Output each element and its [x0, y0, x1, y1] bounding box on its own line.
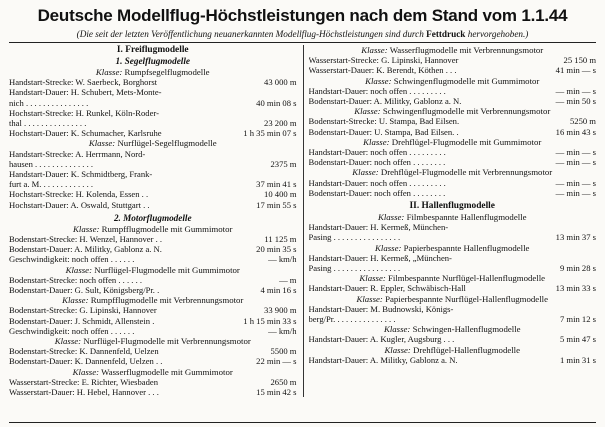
record-row: [9, 356, 297, 366]
record-label: Handstart-Dauer: H. Kermeß, München-: [308, 222, 449, 233]
record-label: berg/Pr. . . . . . . . . . . . . . .: [308, 314, 396, 325]
record-label: Bodenstart-Dauer: J. Schmidt, Allenstein .: [9, 315, 155, 326]
section-title: II. Hallenflugmodelle: [409, 201, 495, 212]
record-value: 25 150 m: [563, 55, 596, 66]
record-row: [9, 87, 297, 97]
record-row: [9, 377, 297, 387]
class-name: Filmbespannte Hallenflugmodelle: [406, 212, 527, 223]
record-value: — min — s: [555, 187, 596, 198]
class-name: Schwingenflugmodelle mit Gummimotor: [393, 75, 540, 86]
records-columns: [9, 45, 596, 397]
class-name: Rumpfsegelflugmodelle: [124, 67, 210, 77]
record-list: [309, 283, 597, 293]
record-row: [9, 254, 297, 264]
class-heading: [9, 336, 297, 346]
record-row: [9, 326, 297, 336]
class-label: Klasse:: [88, 138, 116, 149]
class-label: Klasse:: [354, 106, 381, 117]
class-heading: [9, 367, 297, 377]
record-row: [9, 346, 297, 356]
class-label: Klasse:: [377, 212, 405, 223]
record-label: Handstart-Dauer: noch offen . . . . . . . . .: [308, 147, 446, 158]
class-name: Filmbespannte Nurflügel-Hallenflugmodelle: [388, 273, 546, 284]
record-label: Geschwindigkeit: noch offen . . . . . .: [9, 325, 135, 336]
record-row: [309, 314, 597, 324]
class-heading: [9, 138, 297, 148]
record-row: [9, 305, 297, 315]
record-label: Handstart-Dauer: noch offen . . . . . . . . .: [308, 177, 446, 188]
record-label: Wasserstart-Strecke: G. Lipinski, Hannover: [308, 55, 459, 66]
record-label: Bodenstart-Dauer: noch offen . . . . . . . .: [308, 187, 446, 198]
record-row: [309, 96, 597, 106]
record-row: [309, 334, 597, 344]
footer-rule: [9, 422, 596, 423]
class-heading: [309, 345, 597, 355]
class-label: Klasse:: [73, 223, 100, 234]
record-label: Bodenstart-Strecke: G. Lipinski, Hannover: [9, 305, 157, 316]
record-row: [9, 159, 297, 169]
record-row: [9, 275, 297, 285]
group-title: 2. Motorflugmodelle: [113, 212, 192, 223]
class-heading: [309, 273, 597, 283]
class-label: Klasse:: [361, 45, 388, 55]
record-label: Hochstart-Dauer: A. Oswald, Stuttgart . .: [9, 199, 150, 210]
class-heading: [9, 265, 297, 275]
class-heading: [309, 45, 597, 55]
class-heading: [309, 212, 597, 222]
record-value: 4 min 16 s: [260, 285, 297, 296]
subtitle-bold-word: Fettdruck: [426, 29, 466, 39]
record-row: [309, 188, 597, 198]
record-label: Handstart-Dauer: H. Schubert, Mets-Monte-: [9, 87, 162, 98]
record-value: 2650 m: [270, 376, 297, 387]
record-value: — min 50 s: [555, 96, 596, 107]
record-value: 9 min 28 s: [559, 263, 596, 274]
class-heading: [309, 243, 597, 253]
record-label: Handstart-Strecke: A. Herrmann, Nord-: [9, 148, 146, 159]
record-label: Handstart-Dauer: M. Budnowski, Königs-: [308, 303, 454, 314]
record-row: [309, 283, 597, 293]
record-value: 43 000 m: [264, 77, 297, 88]
record-label: Handstart-Dauer: R. Eppler, Schwäbisch-Hall: [308, 283, 466, 294]
record-row: [309, 355, 597, 365]
group-title: 1. Segelflugmodelle: [115, 56, 190, 66]
subtitle-text-end: hervorgehoben.): [465, 29, 529, 39]
record-row: [9, 285, 297, 295]
record-list: [309, 253, 597, 273]
record-value: — km/h: [268, 254, 297, 265]
class-label: Klasse:: [359, 273, 386, 284]
record-value: 23 200 m: [264, 118, 297, 129]
class-label: Klasse:: [375, 242, 402, 253]
section-title: I. Freiflugmodelle: [116, 45, 189, 55]
record-list: [9, 377, 297, 397]
record-list: [9, 234, 297, 265]
record-value: 7 min 12 s: [559, 314, 596, 325]
class-heading: [9, 224, 297, 234]
record-value: 11 125 m: [264, 234, 297, 245]
record-list: [309, 222, 597, 242]
record-label: hausen . . . . . . . . . . . . . .: [9, 158, 94, 169]
record-label: Handstart-Dauer: noch offen . . . . . . . . .: [308, 85, 446, 96]
record-row: [9, 179, 297, 189]
class-name: Nurflügel-Segelflugmodelle: [117, 138, 217, 149]
record-row: [9, 118, 297, 128]
class-heading: [309, 76, 597, 86]
record-row: [309, 304, 597, 314]
record-label: Hochstart-Strecke: H. Runkel, Köln-Roder-: [9, 107, 159, 118]
record-label: Bodenstart-Dauer: A. Militky, Gablonz a. N.: [9, 244, 162, 255]
left-column: [9, 45, 303, 397]
record-row: [9, 98, 297, 108]
record-value: — km/h: [268, 325, 297, 336]
record-value: 22 min — s: [256, 356, 297, 367]
record-row: [309, 127, 597, 137]
record-value: 5500 m: [270, 346, 297, 357]
class-label: Klasse:: [352, 167, 379, 178]
class-name: Papierbespannte Hallenflugmodelle: [403, 242, 530, 253]
record-row: [309, 232, 597, 242]
record-value: 13 min 37 s: [555, 232, 596, 243]
record-value: 10 400 m: [264, 189, 297, 200]
record-value: 5 min 47 s: [559, 334, 596, 345]
record-row: [9, 387, 297, 397]
page-title: Deutsche Modellflug-Höchstleistungen nach dem Stand vom 1.1.44: [37, 6, 568, 25]
record-label: thal . . . . . . . . . . . . . . .: [9, 118, 87, 129]
record-value: — m: [279, 274, 297, 285]
class-label: Klasse:: [54, 336, 82, 347]
record-list: [309, 334, 597, 344]
record-row: [309, 178, 597, 188]
class-label: Klasse:: [72, 366, 100, 377]
class-name: Schwingen-Hallenflugmodelle: [412, 324, 521, 335]
record-row: [309, 65, 597, 75]
class-name: Nurflügel-Flugmodelle mit Verbrennungsmotor: [83, 336, 251, 347]
record-value: 5250 m: [569, 116, 596, 127]
column-divider: [303, 45, 304, 397]
record-list: [309, 178, 597, 198]
record-value: 40 min 08 s: [256, 97, 297, 108]
record-value: 16 min 43 s: [555, 126, 596, 137]
record-label: Bodenstart-Dauer: K. Dannenfeld, Uelzen . .: [9, 356, 163, 367]
record-list: [309, 86, 597, 106]
record-label: Pasing . . . . . . . . . . . . . . . .: [308, 232, 401, 243]
record-value: — min — s: [555, 157, 596, 168]
class-heading: [9, 67, 297, 77]
record-value: 33 900 m: [264, 305, 297, 316]
record-label: Geschwindigkeit: noch offen . . . . . .: [9, 254, 135, 265]
class-name: Nurflügel-Flugmodelle mit Gummimotor: [94, 264, 240, 275]
record-label: Wasserstart-Dauer: K. Berendt, Köthen . . .: [308, 65, 457, 76]
record-row: [9, 189, 297, 199]
record-label: nich . . . . . . . . . . . . . . .: [9, 97, 89, 108]
class-heading: [309, 106, 597, 116]
record-value: 1 min 31 s: [559, 354, 596, 365]
record-list: [309, 55, 597, 75]
record-label: Handstart-Dauer: K. Schmidtberg, Frank-: [9, 169, 153, 180]
record-label: Pasing . . . . . . . . . . . . . . . .: [308, 263, 401, 274]
record-list: [9, 346, 297, 366]
record-row: [9, 149, 297, 159]
record-row: [309, 263, 597, 273]
record-row: [9, 200, 297, 210]
record-value: 15 min 42 s: [256, 387, 297, 398]
record-value: 37 min 41 s: [256, 179, 297, 190]
record-value: 1 h 35 min 07 s: [243, 128, 297, 139]
class-label: Klasse:: [95, 67, 123, 77]
record-row: [9, 77, 297, 87]
record-row: [309, 157, 597, 167]
record-value: 20 min 35 s: [256, 244, 297, 255]
record-list: [9, 149, 297, 210]
class-label: Klasse:: [65, 264, 93, 275]
record-label: Handstart-Strecke: W. Saerbeck, Borghorst: [9, 77, 158, 88]
record-row: [9, 169, 297, 179]
record-label: Hochstart-Dauer: K. Schumacher, Karlsruhe: [9, 128, 162, 139]
class-name: Drehflügel-Flugmodelle mit Verbrennungsmotor: [380, 167, 553, 178]
record-label: Bodenstart-Dauer: G. Sult, Königsberg/Pr. .: [9, 285, 160, 296]
record-label: Wasserstart-Strecke: E. Richter, Wiesbaden: [9, 376, 159, 387]
record-label: Bodenstart-Dauer: U. Stampa, Bad Eilsen. .: [308, 126, 459, 137]
class-name: Papierbespannte Nurflügel-Hallenflugmodelle: [385, 293, 549, 304]
record-label: Bodenstart-Strecke: H. Wenzel, Hannover . .: [9, 234, 163, 245]
class-heading: [9, 295, 297, 305]
record-value: — min — s: [555, 147, 596, 158]
record-row: [9, 234, 297, 244]
class-name: Rumpfflugmodelle mit Verbrennungsmotor: [90, 295, 244, 306]
record-label: Bodenstart-Dauer: A. Militky, Gablonz a. N.: [308, 96, 462, 107]
class-heading: [309, 137, 597, 147]
record-row: [309, 147, 597, 157]
class-name: Wasserflugmodelle mit Verbrennungsmotor: [389, 45, 544, 55]
record-list: [309, 304, 597, 324]
class-name: Wasserflugmodelle mit Gummimotor: [101, 366, 233, 377]
class-label: Klasse:: [356, 293, 383, 304]
class-label: Klasse:: [365, 75, 392, 86]
record-label: Bodenstart-Dauer: noch offen . . . . . . . .: [308, 157, 446, 168]
record-value: — min — s: [555, 85, 596, 96]
class-heading: [309, 167, 597, 177]
record-label: Wasserstart-Dauer: H. Hebel, Hannover . . .: [9, 387, 159, 398]
record-row: [309, 116, 597, 126]
record-row: [9, 316, 297, 326]
header-rule: [9, 42, 596, 43]
record-label: Hochstart-Strecke: H. Kolenda, Essen . .: [9, 189, 149, 200]
record-row: [9, 108, 297, 118]
record-list: [9, 275, 297, 295]
class-name: Schwingenflugmodelle mit Verbrennungsmotor: [382, 106, 551, 117]
record-value: — min — s: [555, 177, 596, 188]
class-label: Klasse:: [363, 136, 390, 147]
record-value: 41 min — s: [555, 65, 596, 76]
class-name: Drehflügel-Hallenflugmodelle: [413, 344, 521, 355]
record-label: Handstart-Dauer: A. Kugler, Augsburg . . .: [308, 334, 455, 345]
record-label: Bodenstart-Strecke: noch offen . . . . . .: [9, 274, 143, 285]
record-label: Bodenstart-Strecke: K. Dannenfeld, Uelzen: [9, 346, 159, 357]
record-label: Handstart-Dauer: A. Militky, Gablonz a. N.: [308, 354, 458, 365]
record-row: [309, 86, 597, 96]
class-heading: [309, 294, 597, 304]
class-name: Drehflügel-Flugmodelle mit Gummimotor: [391, 136, 542, 147]
record-label: furt a. M. . . . . . . . . . . . .: [9, 179, 94, 190]
record-row: [309, 222, 597, 232]
class-label: Klasse:: [384, 344, 411, 355]
record-list: [9, 305, 297, 336]
record-label: Bodenstart-Strecke: U. Stampa, Bad Eilsen.: [308, 116, 460, 127]
right-column: [303, 45, 597, 397]
record-value: 17 min 55 s: [256, 199, 297, 210]
record-row: [9, 244, 297, 254]
class-heading: [309, 324, 597, 334]
record-row: [309, 253, 597, 263]
record-value: 1 h 15 min 33 s: [243, 315, 297, 326]
class-name: Rumpfflugmodelle mit Gummimotor: [101, 223, 233, 234]
record-value: 2375 m: [270, 158, 297, 169]
record-list: [9, 77, 297, 138]
record-list: [309, 355, 597, 365]
class-label: Klasse:: [62, 295, 89, 306]
record-row: [9, 128, 297, 138]
record-label: Handstart-Dauer: H. Kermeß, „München-: [308, 252, 452, 263]
record-list: [309, 147, 597, 167]
subtitle-text-start: (Die seit der letzten Veröffentlichung neuanerkannten Modellflug-Höchstleistungen sind durch: [76, 29, 427, 39]
page-subtitle: [9, 28, 596, 40]
record-list: [309, 116, 597, 136]
record-row: [309, 55, 597, 65]
record-value: 13 min 33 s: [555, 283, 596, 294]
class-label: Klasse:: [383, 324, 411, 335]
